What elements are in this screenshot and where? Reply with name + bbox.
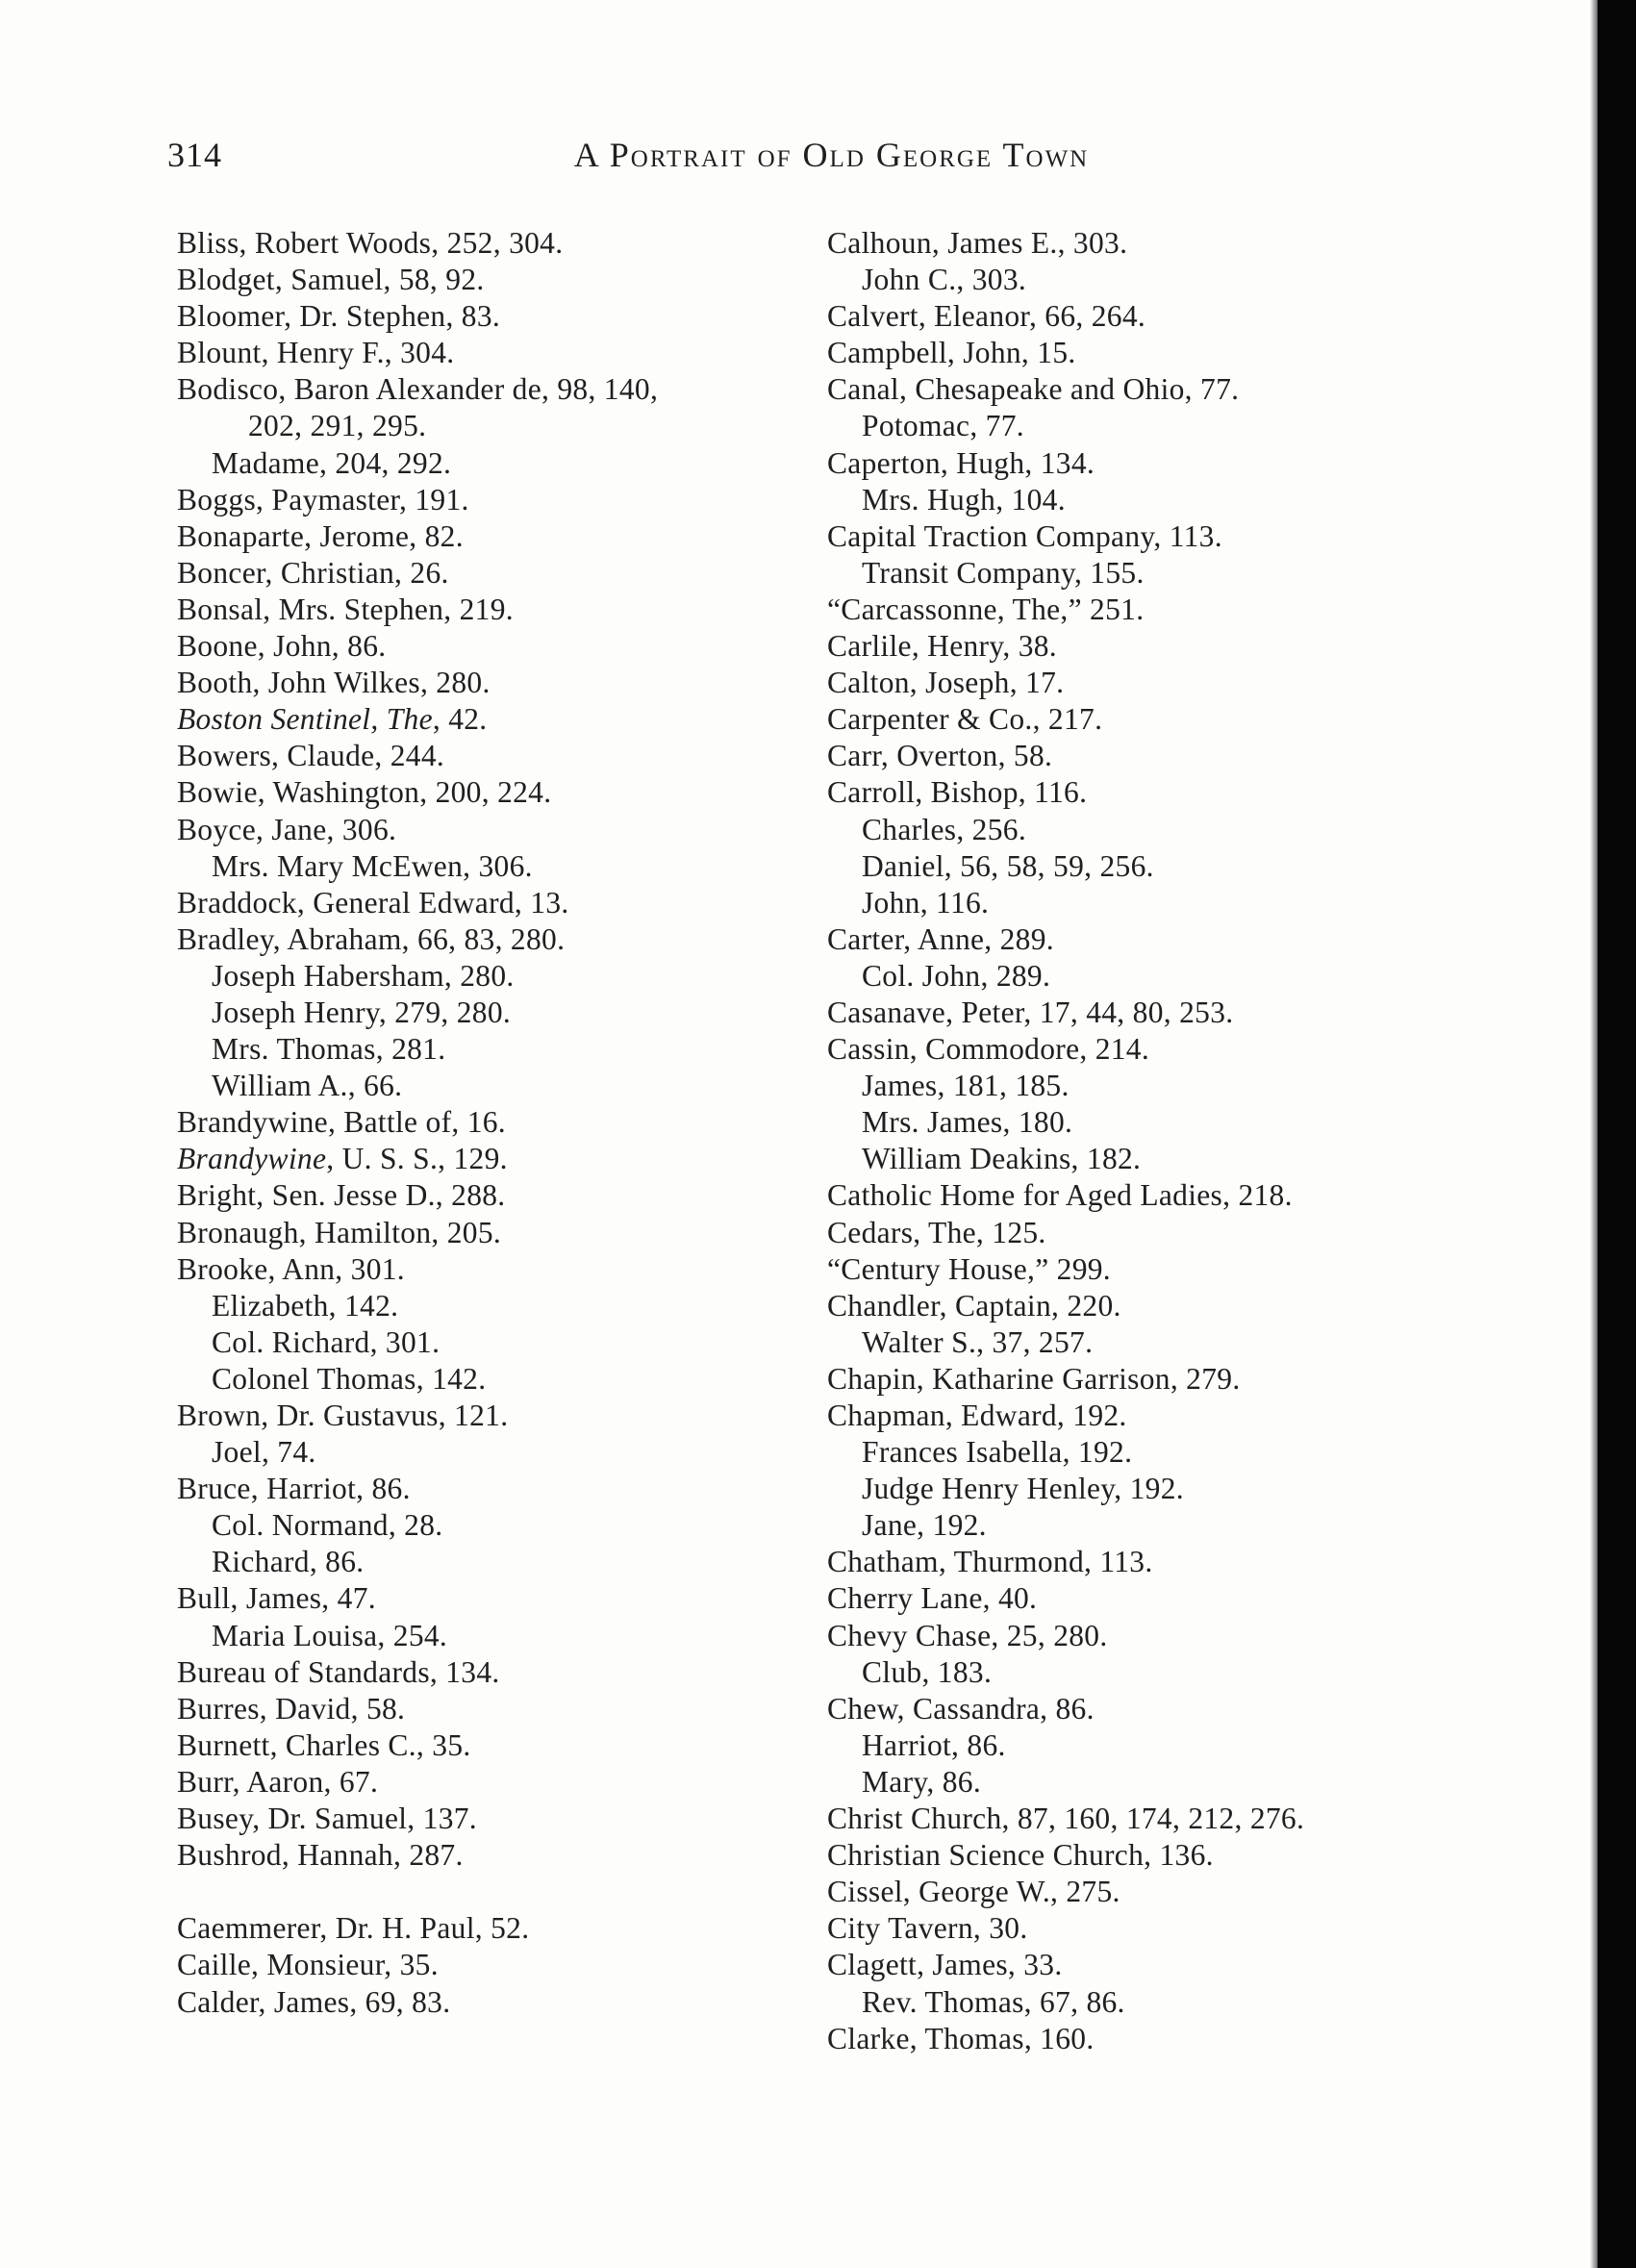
index-subentry: Jane, 192. xyxy=(862,1508,987,1543)
binding-edge xyxy=(1598,0,1636,2268)
index-entry: Booth, John Wilkes, 280. xyxy=(177,666,491,700)
index-entry: Calhoun, James E., 303. xyxy=(827,226,1128,260)
index-entry: Bronaugh, Hamilton, 205. xyxy=(177,1215,502,1249)
index-subentry: William Deakins, 182. xyxy=(862,1142,1142,1176)
index-entry: Calvert, Eleanor, 66, 264. xyxy=(827,299,1146,334)
index-entry: Burres, David, 58. xyxy=(177,1691,406,1726)
index-entry: Chapman, Edward, 192. xyxy=(827,1399,1127,1432)
index-entry: Chatham, Thurmond, 113. xyxy=(827,1545,1153,1579)
index-entry-title: Brandywine xyxy=(177,1142,327,1176)
index-entry: Brown, Dr. Gustavus, 121. xyxy=(177,1399,509,1432)
index-entry: Catholic Home for Aged Ladies, 218. xyxy=(827,1178,1293,1213)
index-subentry: James, 181, 185. xyxy=(862,1069,1070,1103)
index-entry: Busey, Dr. Samuel, 137. xyxy=(177,1802,477,1836)
index-entry: Boggs, Paymaster, 191. xyxy=(177,482,469,517)
index-entry: Bowers, Claude, 244. xyxy=(177,739,445,773)
index-subentry: Col. John, 289. xyxy=(862,958,1051,993)
index-subentry: Club, 183. xyxy=(862,1654,993,1689)
index-subentry: Madame, 204, 292. xyxy=(212,445,452,480)
index-subentry: Mrs. James, 180. xyxy=(862,1105,1073,1140)
index-subentry: Charles, 256. xyxy=(862,812,1026,846)
index-entry-pages: , U. S. S., 129. xyxy=(326,1142,508,1176)
index-subentry: Joseph Habersham, 280. xyxy=(212,958,515,993)
index-entry: Clarke, Thomas, 160. xyxy=(827,2021,1095,2055)
index-entry: Christ Church, 87, 160, 174, 212, 276. xyxy=(827,1802,1305,1836)
index-entry: Bull, James, 47. xyxy=(177,1581,376,1616)
index-entry: Brooke, Ann, 301. xyxy=(177,1251,405,1286)
index-entry: Carpenter & Co., 217. xyxy=(827,702,1103,737)
index-entry: Bushrod, Hannah, 287. xyxy=(177,1838,464,1873)
index-subentry: Colonel Thomas, 142. xyxy=(212,1361,487,1396)
index-entry: Calder, James, 69, 83. xyxy=(177,1984,451,2019)
index-subentry: Mrs. Hugh, 104. xyxy=(862,482,1066,517)
index-entry: Chapin, Katharine Garrison, 279. xyxy=(827,1361,1241,1396)
index-entry: Bruce, Harriot, 86. xyxy=(177,1472,411,1506)
index-column-right xyxy=(827,225,1462,2057)
index-entry: “Carcassonne, The,” 251. xyxy=(827,592,1145,626)
index-entry: Caperton, Hugh, 134. xyxy=(827,445,1095,480)
index-subentry: 202, 291, 295. xyxy=(248,409,427,443)
index-entry: Blodget, Samuel, 58, 92. xyxy=(177,263,485,297)
index-entry: Bodisco, Baron Alexander de, 98, 140, xyxy=(177,372,659,407)
index-entry: Boncer, Christian, 26. xyxy=(177,555,449,590)
index-subentry: Judge Henry Henley, 192. xyxy=(862,1472,1184,1506)
index-entry: Bonaparte, Jerome, 82. xyxy=(177,518,464,553)
index-entry: Bloomer, Dr. Stephen, 83. xyxy=(177,299,501,334)
index-subentry: Frances Isabella, 192. xyxy=(862,1435,1133,1470)
index-subentry: Rev. Thomas, 67, 86. xyxy=(862,1984,1125,2019)
index-entry: Canal, Chesapeake and Ohio, 77. xyxy=(827,372,1240,407)
index-entry: “Century House,” 299. xyxy=(827,1251,1111,1286)
index-entry: Chevy Chase, 25, 280. xyxy=(827,1618,1108,1652)
index-subentry: William A., 66. xyxy=(212,1069,403,1103)
running-head xyxy=(0,135,1636,175)
index-entry: Carlile, Henry, 38. xyxy=(827,629,1057,664)
index-subentry: Col. Richard, 301. xyxy=(212,1324,440,1359)
index-subentry: Mrs. Thomas, 281. xyxy=(212,1032,446,1067)
index-entry: Bureau of Standards, 134. xyxy=(177,1654,500,1689)
index-entry: Bonsal, Mrs. Stephen, 219. xyxy=(177,592,514,626)
index-entry: Capital Traction Company, 113. xyxy=(827,518,1222,553)
index-subentry: Transit Company, 155. xyxy=(862,555,1145,590)
index-entry: Boone, John, 86. xyxy=(177,629,387,664)
index-entry: Burr, Aaron, 67. xyxy=(177,1764,379,1799)
index-entry: Clagett, James, 33. xyxy=(827,1948,1063,1982)
index-entry: Calton, Joseph, 17. xyxy=(827,666,1065,700)
index-subentry: John C., 303. xyxy=(862,263,1027,297)
index-subentry: John, 116. xyxy=(862,885,990,920)
running-head-title: A Portrait of Old George Town xyxy=(573,136,1090,174)
index-entry: Boyce, Jane, 306. xyxy=(177,812,397,846)
index-subentry: Daniel, 56, 58, 59, 256. xyxy=(862,848,1154,883)
index-entry: Caille, Monsieur, 35. xyxy=(177,1948,439,1982)
index-entry: Cherry Lane, 40. xyxy=(827,1581,1038,1616)
index-subentry: Joseph Henry, 279, 280. xyxy=(212,995,512,1029)
index-entry: Bowie, Washington, 200, 224. xyxy=(177,775,552,810)
index-subentry: Walter S., 37, 257. xyxy=(862,1324,1094,1359)
index-subentry: Richard, 86. xyxy=(212,1545,365,1579)
index-entry: Carter, Anne, 289. xyxy=(827,921,1054,956)
index-entry: Campbell, John, 15. xyxy=(827,336,1076,370)
index-entry: Brandywine, Battle of, 16. xyxy=(177,1105,506,1140)
index-entry: City Tavern, 30. xyxy=(827,1911,1028,1946)
index-subentry: Potomac, 77. xyxy=(862,409,1024,443)
index-entry: Carroll, Bishop, 116. xyxy=(827,775,1088,810)
index-subentry: Mrs. Mary McEwen, 306. xyxy=(212,848,533,883)
index-entry: Braddock, General Edward, 13. xyxy=(177,885,569,920)
index-column-left xyxy=(177,225,812,2021)
index-entry: Bliss, Robert Woods, 252, 304. xyxy=(177,226,564,260)
index-entry: Bradley, Abraham, 66, 83, 280. xyxy=(177,921,566,956)
index-entry: Cedars, The, 125. xyxy=(827,1215,1046,1249)
index-entry: Christian Science Church, 136. xyxy=(827,1838,1214,1873)
index-entry: Burnett, Charles C., 35. xyxy=(177,1727,471,1762)
index-entry: Bright, Sen. Jesse D., 288. xyxy=(177,1178,506,1213)
index-entry-title: Boston Sentinel, The xyxy=(177,702,433,737)
index-entry: Casanave, Peter, 17, 44, 80, 253. xyxy=(827,995,1234,1029)
index-gap xyxy=(177,1874,812,1910)
index-entry: Cissel, George W., 275. xyxy=(827,1875,1120,1909)
index-entry: Blount, Henry F., 304. xyxy=(177,336,455,370)
index-entry: Cassin, Commodore, 214. xyxy=(827,1032,1150,1067)
index-entry-pages: , 42. xyxy=(432,702,488,737)
index-entry: Carr, Overton, 58. xyxy=(827,739,1053,773)
index-entry xyxy=(177,1141,812,1177)
index-subentry: Elizabeth, 142. xyxy=(212,1288,399,1323)
index-subentry: Joel, 74. xyxy=(212,1435,316,1470)
index-entry: Chew, Cassandra, 86. xyxy=(827,1691,1095,1726)
index-entry xyxy=(177,701,812,738)
index-entry: Caemmerer, Dr. H. Paul, 52. xyxy=(177,1911,530,1946)
index-subentry: Col. Normand, 28. xyxy=(212,1508,443,1543)
index-entry: Chandler, Captain, 220. xyxy=(827,1288,1121,1323)
index-subentry: Harriot, 86. xyxy=(862,1727,1006,1762)
index-subentry: Mary, 86. xyxy=(862,1764,982,1799)
page-number: 314 xyxy=(167,136,222,174)
index-subentry: Maria Louisa, 254. xyxy=(212,1618,448,1652)
